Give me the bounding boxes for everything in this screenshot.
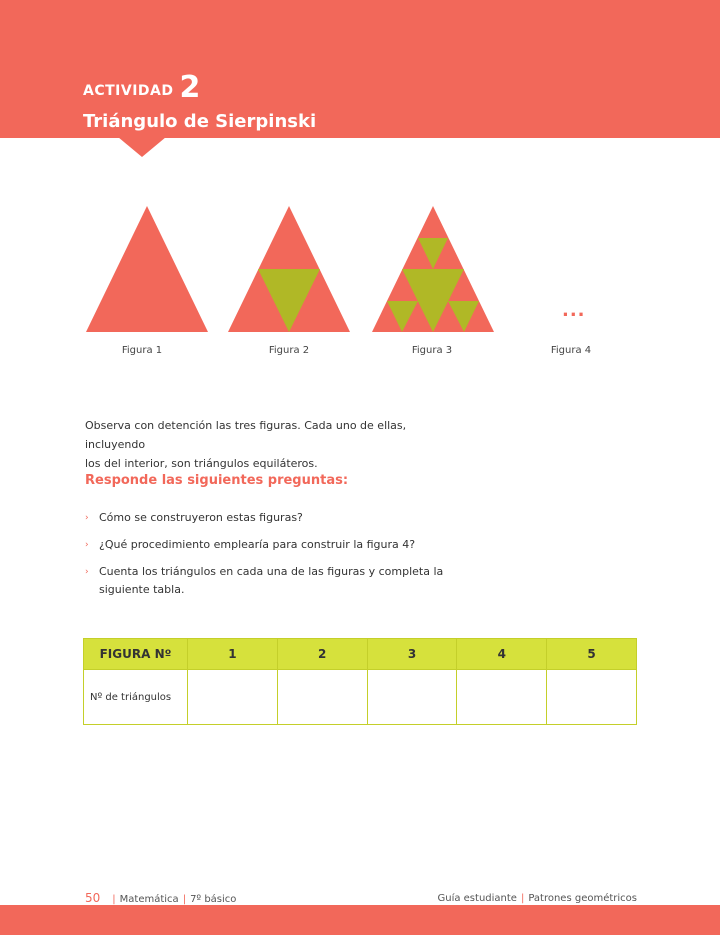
table-row	[84, 670, 637, 725]
table-column-4: 4	[457, 639, 547, 670]
table-cell-1[interactable]	[188, 670, 278, 725]
figure-1-triangle	[86, 206, 208, 332]
activity-number: 2	[179, 70, 201, 105]
table-column-1: 1	[188, 639, 278, 670]
table-row-label: Nº de triángulos	[84, 670, 188, 725]
table-header-label: FIGURA Nº	[84, 639, 188, 670]
footer-left	[85, 891, 236, 905]
intro-paragraph	[85, 416, 465, 473]
footer-grade: 7º básico	[190, 894, 237, 905]
table-header-row	[84, 639, 637, 670]
table-cell-4[interactable]	[457, 670, 547, 725]
footer-separator: |	[520, 893, 525, 904]
table-column-2: 2	[277, 639, 367, 670]
activity-title: Triángulo de Sierpinski	[83, 111, 317, 132]
question-2: ¿Qué procedimiento emplearía para construir la figura 4?	[99, 538, 416, 551]
table-column-5: 5	[547, 639, 637, 670]
figure-4-label: Figura 4	[550, 345, 592, 356]
footer-separator: |	[182, 894, 187, 905]
questions-list	[85, 509, 460, 608]
table-cell-2[interactable]	[277, 670, 367, 725]
activity-word: ACTIVIDAD	[83, 83, 174, 99]
figure-2-label: Figura 2	[268, 345, 310, 356]
footer-separator: |	[112, 894, 116, 905]
figure-1-label: Figura 1	[121, 345, 163, 356]
bullet-icon: ›	[85, 567, 89, 577]
footer-subject: Matemática	[119, 894, 179, 905]
footer-right	[437, 893, 637, 904]
table-column-3: 3	[367, 639, 457, 670]
question-3: Cuenta los triángulos en cada una de las figuras y completa la siguiente tabla.	[99, 565, 444, 596]
page-number: 50	[85, 891, 101, 905]
triangles-table	[83, 638, 637, 725]
table-cell-3[interactable]	[367, 670, 457, 725]
footer-guide: Guía estudiante	[437, 893, 517, 904]
list-item	[85, 509, 460, 527]
table-cell-5[interactable]	[547, 670, 637, 725]
list-item	[85, 563, 460, 599]
intro-line-1: Observa con detención las tres figuras. Cada uno de ellas, incluyendo	[85, 419, 407, 451]
intro-line-2: los del interior, son triángulos equiláteros.	[85, 457, 318, 470]
sierpinski-figures	[0, 0, 720, 340]
footer-unit: Patrones geométricos	[528, 893, 637, 904]
bullet-icon: ›	[85, 513, 89, 523]
questions-heading: Responde las siguientes preguntas:	[85, 473, 349, 488]
figure-3-label: Figura 3	[411, 345, 453, 356]
list-item	[85, 536, 460, 554]
bullet-icon: ›	[85, 540, 89, 550]
footer-bar	[0, 905, 720, 935]
figure-4-ellipsis: ...	[562, 300, 586, 321]
question-1: Cómo se construyeron estas figuras?	[99, 511, 303, 524]
